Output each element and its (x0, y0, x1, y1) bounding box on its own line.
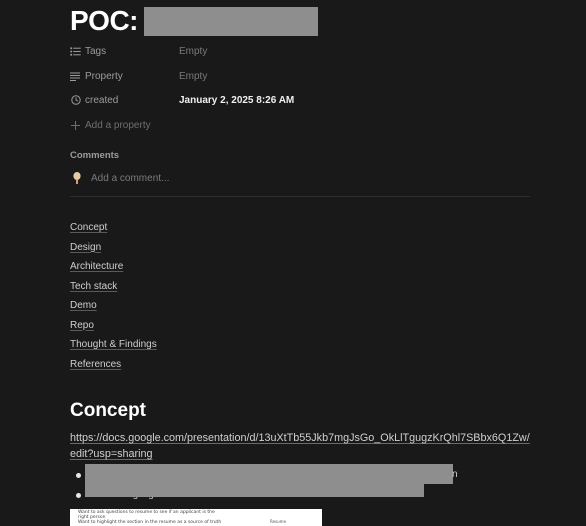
property-name: Property (85, 70, 123, 82)
property-value: January 2, 2025 8:26 AM (179, 94, 295, 106)
bullet-dot (76, 493, 81, 498)
presentation-link[interactable]: https://docs.google.com/presentation/d/13uXtTb55Jkb7mgJsGo_OkLlTgugzKrQhl7SBbx6Q1Zw/edit?usp=sharing (70, 432, 530, 460)
property-value[interactable]: Empty (179, 45, 208, 57)
add-property-button[interactable] (70, 115, 151, 135)
thumb-line: right person (78, 515, 106, 520)
divider (70, 196, 530, 197)
comment-placeholder: Add a comment... (91, 172, 170, 184)
comment-input[interactable] (70, 170, 169, 186)
redacted-text (85, 484, 424, 497)
bullet-dot (76, 473, 81, 478)
thumb-line: Want to ask questions to resume to see if an applicant is the (78, 510, 215, 515)
plus-icon (70, 120, 81, 131)
table-of-contents (70, 220, 157, 376)
avatar (70, 170, 84, 186)
text-lines-icon (70, 71, 81, 82)
thumb-line: Want to highlight the section in the resume as a source of truth (78, 520, 222, 525)
toc-item-tech-stack[interactable]: Tech stack (70, 280, 118, 292)
toc-item-references[interactable]: References (70, 358, 122, 370)
property-property[interactable] (70, 66, 208, 86)
redacted-title (144, 7, 318, 36)
page-title-prefix: POC: (70, 5, 138, 36)
list-icon (70, 46, 81, 57)
property-name: Tags (85, 45, 107, 57)
toc-item-concept[interactable]: Concept (70, 222, 108, 233)
property-tags[interactable] (70, 41, 208, 61)
page-title (70, 4, 318, 38)
toc-item-design[interactable]: Design (70, 241, 102, 253)
slide-thumbnail[interactable] (70, 509, 322, 526)
toc-item-architecture[interactable]: Architecture (70, 261, 124, 272)
thumb-side-label: Resume (270, 519, 287, 524)
concept-heading: Concept (70, 400, 146, 421)
toc-item-repo[interactable]: Repo (70, 319, 94, 331)
comments-heading: Comments (70, 150, 120, 161)
redacted-text (85, 464, 453, 484)
clock-icon (70, 95, 81, 106)
toc-item-demo[interactable]: Demo (70, 300, 97, 311)
property-value[interactable]: Empty (179, 70, 208, 82)
property-created[interactable] (70, 90, 295, 110)
add-property-label: Add a property (85, 119, 151, 131)
bullet-trailing-text: n (452, 469, 458, 480)
toc-item-thought-findings[interactable]: Thought & Findings (70, 339, 157, 350)
property-name: created (85, 94, 119, 106)
